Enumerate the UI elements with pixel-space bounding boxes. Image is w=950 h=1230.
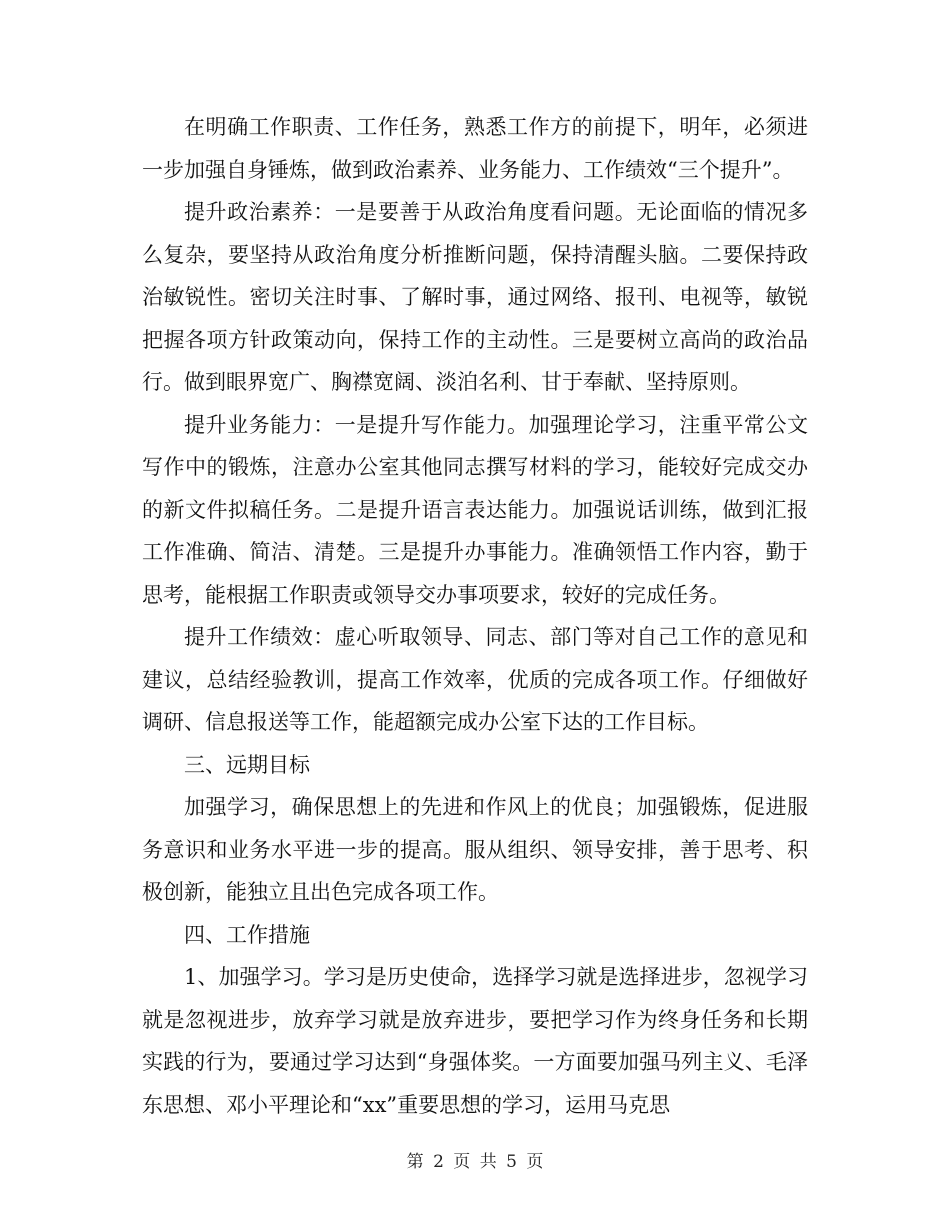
paragraph-strengthen-learning: 1、加强学习。学习是历史使命，选择学习就是选择进步，忽视学习就是忽视进步，放弃学习就是放弃进步，要把学习作为终身任务和长期实践的行为，要通过学习达到“身强体奖。一方面要加强马列主义、毛泽东思想、邓小平理论和“xx”重要思想的学习，运用马克思 [142, 965, 808, 1117]
document-body [142, 106, 808, 1126]
paragraph-political-literacy: 提升政治素养：一是要善于从政治角度看问题。无论面临的情况多么复杂，要坚持从政治角度分析推断问题，保持清醒头脑。二要保持政治敏锐性。密切关注时事、了解时事，通过网络、报刊、电视等，敏锐把握各项方针政策动向，保持工作的主动性。三是要树立高尚的政治品行。做到眼界宽广、胸襟宽阔、淡泊名利、甘于奉献、坚持原则。 [142, 200, 808, 394]
section-heading-work-measures: 四、工作措施 [184, 922, 310, 947]
page-number-footer: 第 2 页 共 5 页 [406, 1152, 544, 1172]
paragraph-work-performance: 提升工作绩效：虚心听取领导、同志、部门等对自己工作的意见和建议，总结经验教训，提高工作效率，优质的完成各项工作。仔细做好调研、信息报送等工作，能超额完成办公室下达的工作目标。 [142, 625, 808, 734]
paragraph-business-ability: 提升业务能力：一是提升写作能力。加强理论学习，注重平常公文写作中的锻炼，注意办公室其他同志撰写材料的学习，能较好完成交办的新文件拟稿任务。二是提升语言表达能力。加强说话训练，做到汇报工作准确、简洁、清楚。三是提升办事能力。准确领悟工作内容，勤于思考，能根据工作职责或领导交办事项要求，较好的完成任务。 [142, 412, 808, 607]
paragraph-long-term-goals: 加强学习，确保思想上的先进和作风上的优良；加强锻炼，促进服务意识和业务水平进一步的提高。服从组织、领导安排，善于思考、积极创新，能独立且出色完成各项工作。 [142, 795, 808, 904]
paragraph-intro: 在明确工作职责、工作任务，熟悉工作方的前提下，明年，必须进一步加强自身锤炼，做到政治素养、业务能力、工作绩效“三个提升”。 [142, 115, 808, 182]
section-heading-long-term-goals: 三、远期目标 [184, 752, 310, 777]
